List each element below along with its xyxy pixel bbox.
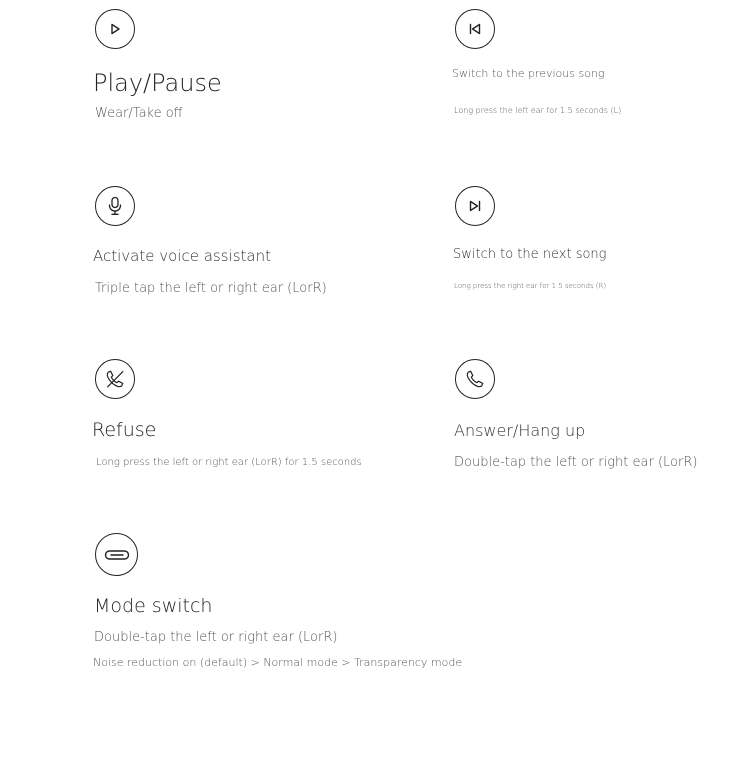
phone-icon [455,359,495,399]
control-title: Play/Pause [93,69,222,97]
control-description: Triple tap the left or right ear (LorR) [95,281,327,296]
control-title: Switch to the next song [453,247,607,262]
decline-call-icon [95,359,135,399]
play-icon [95,9,135,49]
control-title: Activate voice assistant [93,247,271,265]
microphone-icon [95,186,135,226]
control-description: Long press the left or right ear (LorR) for 1.5 seconds [96,457,362,468]
control-title: Switch to the previous song [452,67,605,80]
previous-track-icon [455,9,495,49]
control-title: Mode switch [94,595,213,617]
control-description: Double-tap the left or right ear (LorR) [454,455,698,470]
control-description: Long press the left ear for 1.5 seconds (L) [454,106,622,115]
mode-switch-icon [95,533,138,576]
next-track-icon [455,186,495,226]
control-title: Answer/Hang up [454,421,586,440]
control-title: Refuse [92,419,157,441]
control-description: Long press the right ear for 1.5 seconds (R) [454,282,607,290]
control-note: Noise reduction on (default) > Normal mode > Transparency mode [93,656,463,669]
control-description: Wear/Take off [95,106,183,121]
control-description: Double-tap the left or right ear (LorR) [94,630,338,645]
